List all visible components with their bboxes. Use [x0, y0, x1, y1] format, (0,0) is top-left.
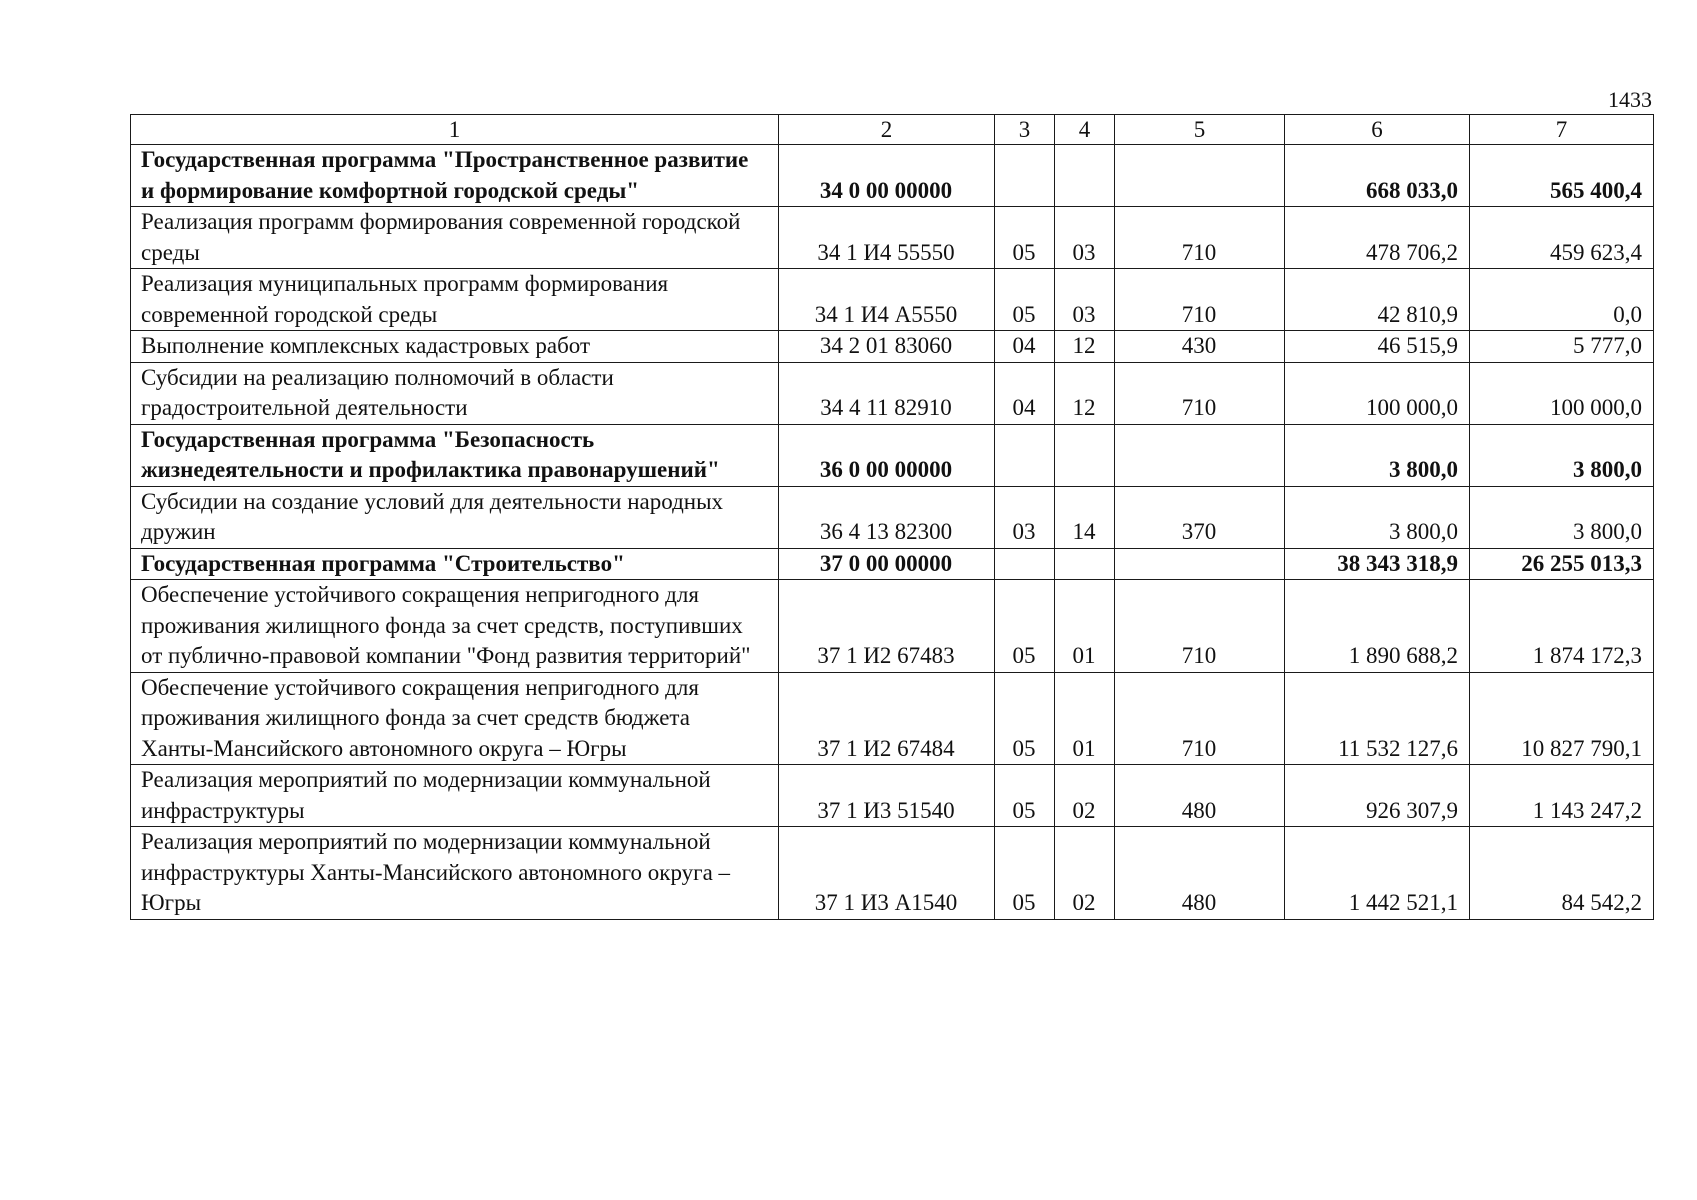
expenditure-name-cell: Государственная программа "Безопасность жизнедеятельности и профилактика правонарушений": [131, 424, 779, 486]
target-item-code-cell: 37 1 И2 67483: [779, 580, 995, 673]
target-item-code-cell: 34 4 11 82910: [779, 362, 995, 424]
amount-second-year-cell: 459 623,4: [1470, 207, 1654, 269]
expense-type-code-cell: 430: [1115, 331, 1285, 363]
expense-type-code-cell: [1115, 548, 1285, 580]
table-row: [131, 827, 1654, 920]
column-header: 7: [1470, 115, 1654, 145]
amount-first-year-cell: 478 706,2: [1285, 207, 1470, 269]
expenditure-name-cell: Реализация мероприятий по модернизации коммунальной инфраструктуры Ханты-Мансийского автономного округа – Югры: [131, 827, 779, 920]
expense-type-code-cell: [1115, 424, 1285, 486]
section-code-cell: 03: [995, 486, 1055, 548]
target-item-code-cell: 34 2 01 83060: [779, 331, 995, 363]
subsection-code-cell: [1055, 548, 1115, 580]
program-row: [131, 145, 1654, 207]
amount-first-year-cell: 100 000,0: [1285, 362, 1470, 424]
amount-second-year-cell: 0,0: [1470, 269, 1654, 331]
section-code-cell: [995, 424, 1055, 486]
column-header: 6: [1285, 115, 1470, 145]
expense-type-code-cell: 710: [1115, 672, 1285, 765]
budget-table-body: [131, 145, 1654, 920]
section-code-cell: 05: [995, 672, 1055, 765]
subsection-code-cell: 02: [1055, 765, 1115, 827]
amount-second-year-cell: 10 827 790,1: [1470, 672, 1654, 765]
subsection-code-cell: 14: [1055, 486, 1115, 548]
section-code-cell: 04: [995, 331, 1055, 363]
budget-table: [130, 114, 1654, 920]
subsection-code-cell: 01: [1055, 672, 1115, 765]
table-row: [131, 486, 1654, 548]
expense-type-code-cell: 710: [1115, 207, 1285, 269]
expense-type-code-cell: 480: [1115, 765, 1285, 827]
column-header: 4: [1055, 115, 1115, 145]
column-number-row: [131, 115, 1654, 145]
expenditure-name-cell: Реализация муниципальных программ формирования современной городской среды: [131, 269, 779, 331]
amount-second-year-cell: 1 874 172,3: [1470, 580, 1654, 673]
amount-first-year-cell: 3 800,0: [1285, 486, 1470, 548]
table-row: [131, 672, 1654, 765]
expense-type-code-cell: 480: [1115, 827, 1285, 920]
section-code-cell: 05: [995, 269, 1055, 331]
column-header: 5: [1115, 115, 1285, 145]
section-code-cell: [995, 548, 1055, 580]
subsection-code-cell: 12: [1055, 331, 1115, 363]
amount-second-year-cell: 26 255 013,3: [1470, 548, 1654, 580]
subsection-code-cell: 03: [1055, 269, 1115, 331]
expenditure-name-cell: Обеспечение устойчивого сокращения непригодного для проживания жилищного фонда за счет средств, поступивших от публично-правовой компании "Фонд развития территорий": [131, 580, 779, 673]
amount-first-year-cell: 42 810,9: [1285, 269, 1470, 331]
amount-second-year-cell: 84 542,2: [1470, 827, 1654, 920]
expenditure-name-cell: Реализация программ формирования современной городской среды: [131, 207, 779, 269]
amount-second-year-cell: 1 143 247,2: [1470, 765, 1654, 827]
amount-second-year-cell: 565 400,4: [1470, 145, 1654, 207]
expenditure-name-cell: Государственная программа "Строительство": [131, 548, 779, 580]
expenditure-name-cell: Выполнение комплексных кадастровых работ: [131, 331, 779, 363]
program-row: [131, 424, 1654, 486]
section-code-cell: 05: [995, 580, 1055, 673]
target-item-code-cell: 36 0 00 00000: [779, 424, 995, 486]
amount-first-year-cell: 11 532 127,6: [1285, 672, 1470, 765]
expense-type-code-cell: 710: [1115, 580, 1285, 673]
section-code-cell: 05: [995, 765, 1055, 827]
table-row: [131, 269, 1654, 331]
expenditure-name-cell: Обеспечение устойчивого сокращения непригодного для проживания жилищного фонда за счет средств бюджета Ханты-Мансийского автономного округа – Югры: [131, 672, 779, 765]
target-item-code-cell: 37 1 И3 А1540: [779, 827, 995, 920]
expense-type-code-cell: 710: [1115, 362, 1285, 424]
subsection-code-cell: [1055, 424, 1115, 486]
target-item-code-cell: 34 1 И4 А5550: [779, 269, 995, 331]
page-number: 1433: [1608, 87, 1652, 112]
subsection-code-cell: 12: [1055, 362, 1115, 424]
table-row: [131, 331, 1654, 363]
column-header: 3: [995, 115, 1055, 145]
amount-second-year-cell: 5 777,0: [1470, 331, 1654, 363]
amount-first-year-cell: 1 442 521,1: [1285, 827, 1470, 920]
subsection-code-cell: 03: [1055, 207, 1115, 269]
subsection-code-cell: 01: [1055, 580, 1115, 673]
amount-first-year-cell: 3 800,0: [1285, 424, 1470, 486]
expense-type-code-cell: 370: [1115, 486, 1285, 548]
expense-type-code-cell: [1115, 145, 1285, 207]
target-item-code-cell: 34 1 И4 55550: [779, 207, 995, 269]
amount-first-year-cell: 926 307,9: [1285, 765, 1470, 827]
target-item-code-cell: 37 1 И3 51540: [779, 765, 995, 827]
target-item-code-cell: 37 0 00 00000: [779, 548, 995, 580]
table-row: [131, 765, 1654, 827]
subsection-code-cell: 02: [1055, 827, 1115, 920]
amount-second-year-cell: 100 000,0: [1470, 362, 1654, 424]
program-row: [131, 548, 1654, 580]
amount-second-year-cell: 3 800,0: [1470, 424, 1654, 486]
amount-second-year-cell: 3 800,0: [1470, 486, 1654, 548]
section-code-cell: 05: [995, 827, 1055, 920]
expenditure-name-cell: Субсидии на создание условий для деятельности народных дружин: [131, 486, 779, 548]
target-item-code-cell: 34 0 00 00000: [779, 145, 995, 207]
amount-first-year-cell: 1 890 688,2: [1285, 580, 1470, 673]
amount-first-year-cell: 668 033,0: [1285, 145, 1470, 207]
column-header: 1: [131, 115, 779, 145]
section-code-cell: 04: [995, 362, 1055, 424]
amount-first-year-cell: 46 515,9: [1285, 331, 1470, 363]
table-row: [131, 207, 1654, 269]
target-item-code-cell: 37 1 И2 67484: [779, 672, 995, 765]
section-code-cell: 05: [995, 207, 1055, 269]
expenditure-name-cell: Субсидии на реализацию полномочий в области градостроительной деятельности: [131, 362, 779, 424]
table-row: [131, 362, 1654, 424]
expenditure-name-cell: Реализация мероприятий по модернизации коммунальной инфраструктуры: [131, 765, 779, 827]
amount-first-year-cell: 38 343 318,9: [1285, 548, 1470, 580]
subsection-code-cell: [1055, 145, 1115, 207]
section-code-cell: [995, 145, 1055, 207]
expense-type-code-cell: 710: [1115, 269, 1285, 331]
target-item-code-cell: 36 4 13 82300: [779, 486, 995, 548]
column-header: 2: [779, 115, 995, 145]
expenditure-name-cell: Государственная программа "Пространственное развитие и формирование комфортной городской среды": [131, 145, 779, 207]
table-row: [131, 580, 1654, 673]
